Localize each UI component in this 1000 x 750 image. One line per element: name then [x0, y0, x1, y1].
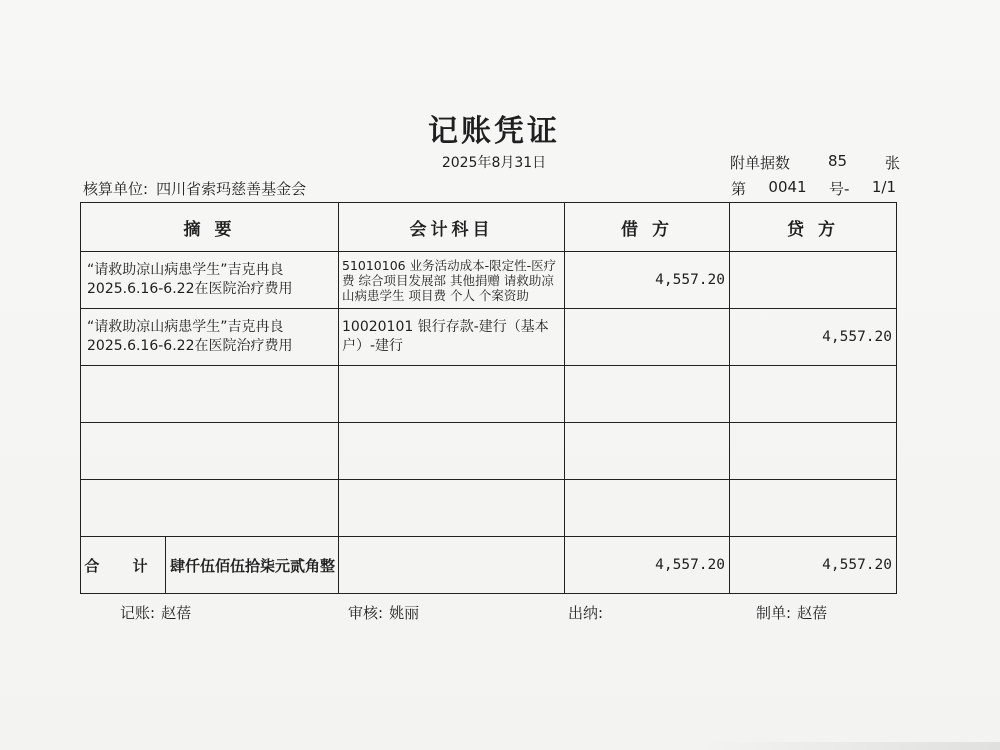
empty-cell: [730, 423, 897, 480]
table-row-empty: [81, 366, 897, 423]
attachment-label: 附单据数: [730, 154, 791, 172]
entry-credit: [730, 252, 897, 309]
col-header-credit: 贷 方: [730, 203, 897, 252]
total-row: [81, 537, 897, 594]
reviewer-label: 审核:: [348, 604, 384, 622]
attachment-unit: 张: [884, 154, 900, 172]
col-header-debit: 借 方: [565, 203, 730, 252]
bookkeeper-label: 记账:: [120, 604, 156, 622]
attachment-count: [730, 152, 900, 173]
voucher-number: [731, 178, 896, 199]
voucher-table: [80, 202, 897, 594]
preparer-label: 制单:: [756, 604, 792, 622]
total-debit: 4,557.20: [565, 537, 730, 594]
bookkeeper-name: 赵蓓: [161, 604, 192, 622]
accounting-unit: [83, 178, 306, 199]
table-row: [81, 309, 897, 366]
scan-edge-shadow: [700, 742, 1000, 750]
total-subject-cell: [339, 537, 565, 594]
empty-cell: [81, 423, 339, 480]
cashier-label: 出纳:: [568, 604, 604, 622]
empty-cell: [565, 366, 730, 423]
table-row-empty: [81, 480, 897, 537]
empty-cell: [81, 480, 339, 537]
entry-summary: “请救助凉山病患学生”吉克冉良2025.6.16-6.22在医院治疗费用: [81, 309, 339, 366]
voucher-number-value: 0041: [768, 178, 807, 196]
reviewer: [348, 602, 419, 623]
empty-cell: [565, 480, 730, 537]
preparer-name: 赵蓓: [797, 604, 828, 622]
entry-summary: “请救助凉山病患学生”吉克冉良2025.6.16-6.22在医院治疗费用: [81, 252, 339, 309]
table-row: [81, 252, 897, 309]
empty-cell: [339, 423, 565, 480]
accounting-unit-name: 四川省索玛慈善基金会: [156, 180, 307, 198]
empty-cell: [339, 480, 565, 537]
empty-cell: [81, 366, 339, 423]
voucher-number-suffix: 号-: [829, 180, 850, 198]
entry-debit: 4,557.20: [565, 252, 730, 309]
reviewer-name: 姚丽: [389, 604, 420, 622]
bookkeeper: [120, 602, 191, 623]
voucher-page: 1/1: [871, 178, 896, 196]
total-amount-words: 肆仟伍佰伍拾柒元贰角整: [170, 556, 336, 575]
voucher-title: 记账凭证: [428, 114, 560, 149]
total-credit: 4,557.20: [730, 537, 897, 594]
entry-subject: 51010106 业务活动成本-限定性-医疗费 综合项目发展部 其他捐赠 请救助凉山病患学生 项目费 个人 个案资助: [339, 252, 565, 309]
table-row-empty: [81, 423, 897, 480]
empty-cell: [339, 366, 565, 423]
col-header-summary: 摘 要: [81, 203, 339, 252]
attachment-number: 85: [827, 152, 848, 170]
entry-debit: [565, 309, 730, 366]
cashier: [568, 602, 609, 623]
entry-credit: 4,557.20: [730, 309, 897, 366]
preparer: [756, 602, 827, 623]
voucher-date: 2025年8月31日: [441, 155, 547, 171]
accounting-unit-label: 核算单位:: [83, 180, 149, 198]
empty-cell: [730, 480, 897, 537]
col-header-subject: 会计科目: [339, 203, 565, 252]
table-header-row: [81, 203, 897, 252]
total-split-cell: [81, 537, 339, 594]
entry-subject: 10020101 银行存款-建行（基本户）-建行: [339, 309, 565, 366]
empty-cell: [565, 423, 730, 480]
total-label: 合 计: [81, 537, 166, 593]
empty-cell: [730, 366, 897, 423]
voucher-number-prefix: 第: [731, 180, 747, 198]
